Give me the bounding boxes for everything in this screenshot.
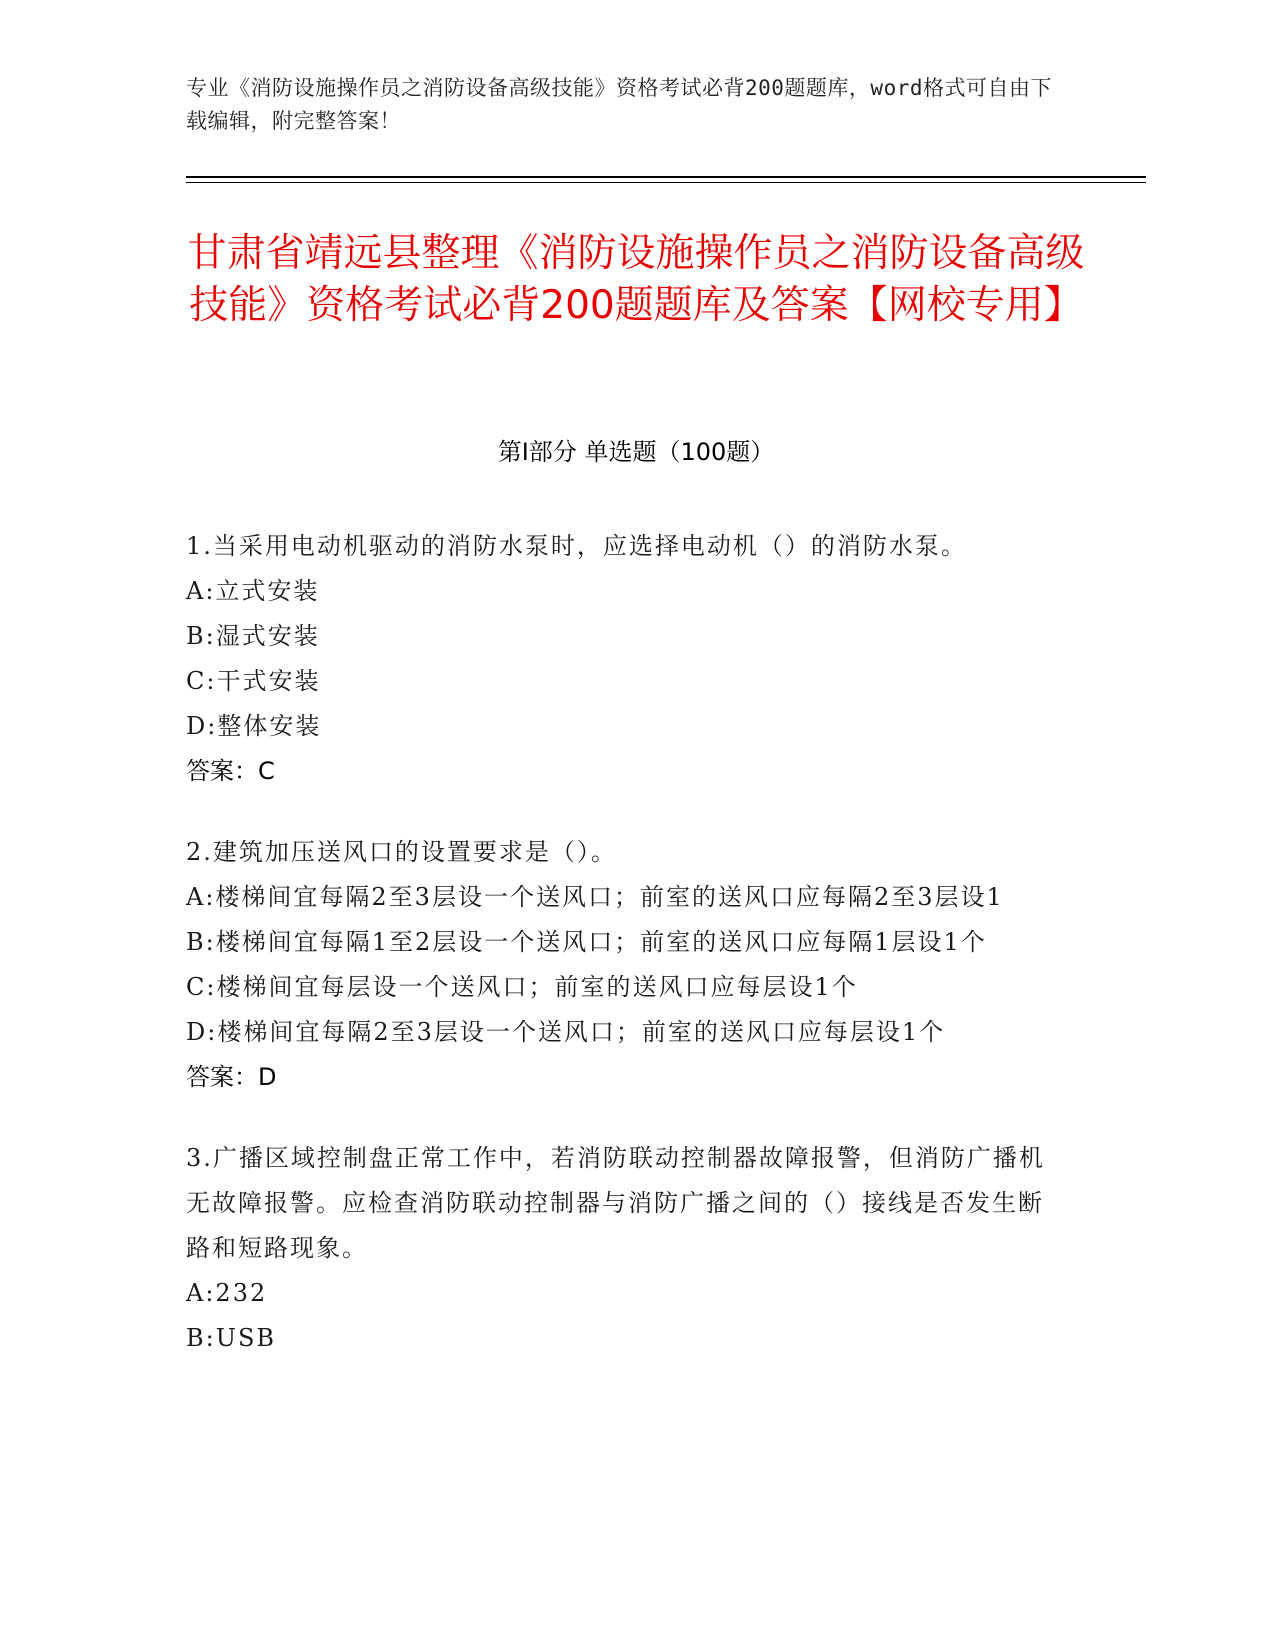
answer: 答案：C <box>186 757 275 785</box>
question-1 <box>186 524 1066 794</box>
question-list <box>186 524 1066 1397</box>
option-a: A:232 <box>186 1279 268 1307</box>
document-title: 甘肃省靖远县整理《消防设施操作员之消防设备高级技能》资格考试必背200题题库及答案【网校专用】 <box>187 231 1085 328</box>
option-b: B:湿式安装 <box>186 622 320 650</box>
option-c: C:楼梯间宜每层设一个送风口；前室的送风口应每层设1个 <box>186 973 858 1001</box>
section-heading: 第Ⅰ部分 单选题（100题） <box>497 438 775 466</box>
option-d: D:整体安装 <box>186 712 322 740</box>
question-stem: 3.广播区域控制盘正常工作中，若消防联动控制器故障报警，但消防广播机无故障报警。应检查消防联动控制器与消防广播之间的（）接线是否发生断路和短路现象。 <box>186 1144 1045 1262</box>
header-rule-thick <box>186 176 1146 178</box>
header-rule-thin <box>186 182 1146 183</box>
question-3 <box>186 1136 1066 1361</box>
header-note: 专业《消防设施操作员之消防设备高级技能》资格考试必背200题题库，word格式可自由下载编辑，附完整答案！ <box>186 76 1052 133</box>
option-b: B:楼梯间宜每隔1至2层设一个送风口；前室的送风口应每隔1层设1个 <box>186 928 987 956</box>
option-a: A:楼梯间宜每隔2至3层设一个送风口；前室的送风口应每隔2至3层设1 <box>186 883 1004 911</box>
option-d: D:楼梯间宜每隔2至3层设一个送风口；前室的送风口应每层设1个 <box>186 1018 946 1046</box>
question-stem: 1.当采用电动机驱动的消防水泵时，应选择电动机（）的消防水泵。 <box>186 532 967 560</box>
option-a: A:立式安装 <box>186 577 320 605</box>
option-b: B:USB <box>186 1324 277 1352</box>
answer: 答案：D <box>186 1063 277 1091</box>
question-2 <box>186 830 1066 1100</box>
question-stem: 2.建筑加压送风口的设置要求是（）。 <box>186 838 617 866</box>
option-c: C:干式安装 <box>186 667 321 695</box>
